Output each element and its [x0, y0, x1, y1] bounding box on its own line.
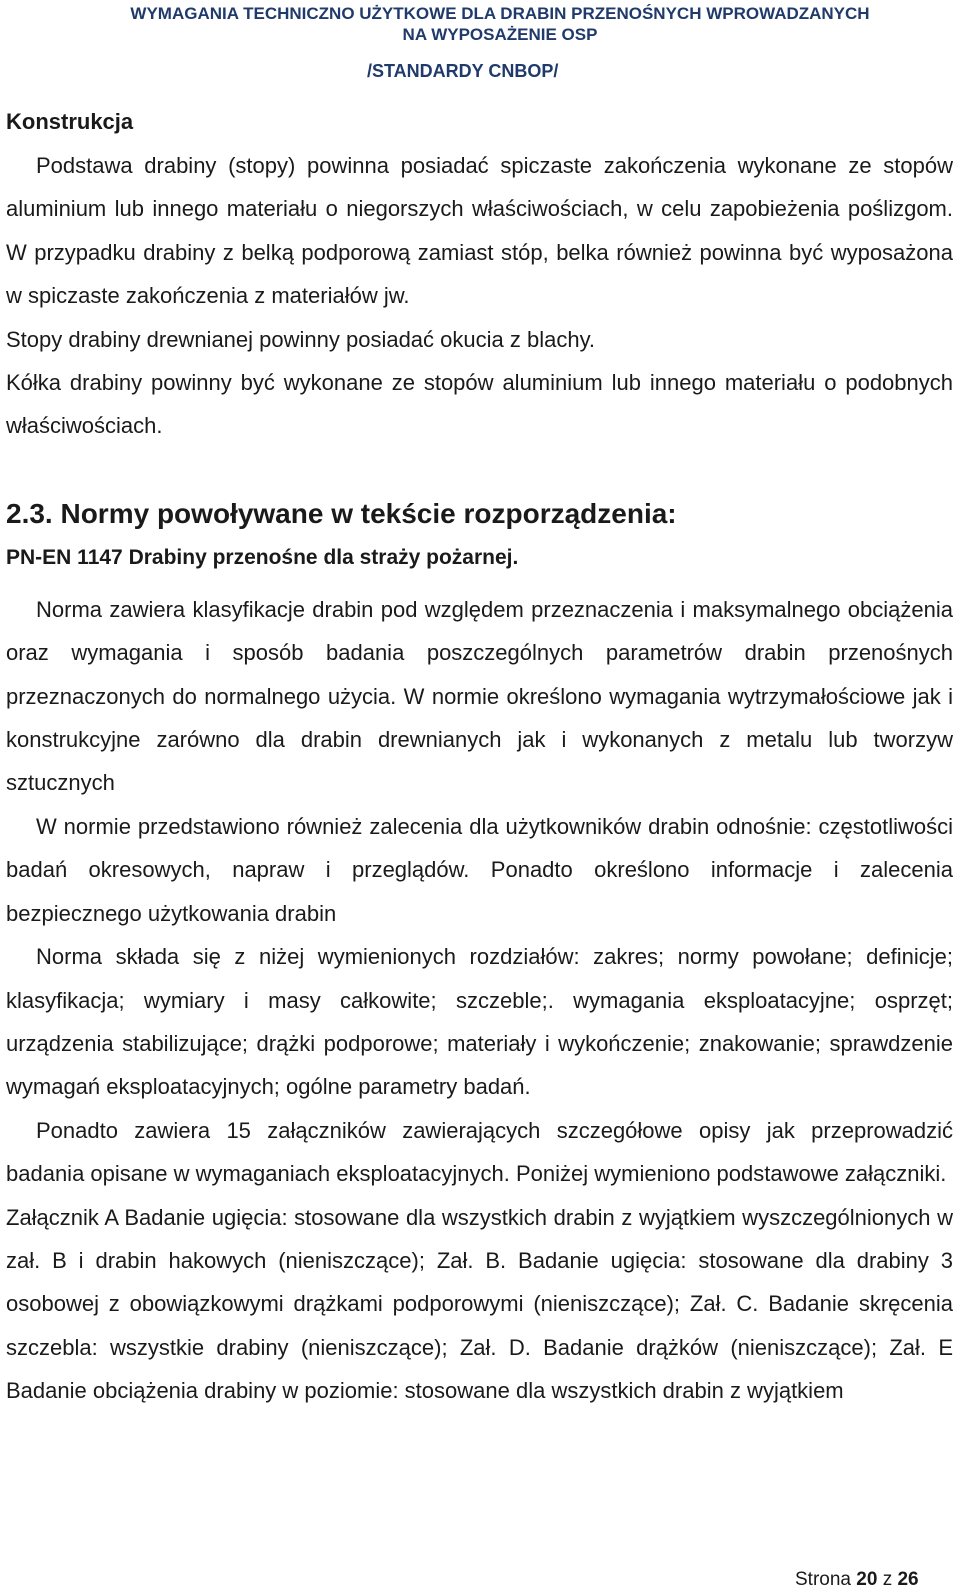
- header-title-line2: NA WYPOSAŻENIE OSP: [402, 25, 598, 44]
- standard-title: PN-EN 1147 Drabiny przenośne dla straży pożarnej.: [6, 545, 519, 569]
- page-current: 20: [856, 1569, 878, 1590]
- paragraph-normy-4: Ponadto zawiera 15 załączników zawierających szczegółowe opisy jak przeprowadzić badania opisane w wymaganiach eksploatacyjnych. Poniżej wymieniono podstawowe załączniki.: [6, 1117, 953, 1187]
- page-label: Strona: [795, 1569, 851, 1590]
- page-separator: z: [882, 1569, 893, 1590]
- header-title-line1: WYMAGANIA TECHNICZNO UŻYTKOWE DLA DRABIN PRZENOŚNYCH WPROWADZANYCH: [130, 4, 870, 23]
- paragraph-konstrukcja-3: Kółka drabiny powinny być wykonane ze stopów aluminium lub innego materiału o podobnych właściwościach.: [6, 370, 953, 439]
- page-number: [795, 1569, 919, 1591]
- header-subtitle: /STANDARDY CNBOP/: [367, 61, 559, 81]
- paragraph-normy-1: Norma zawiera klasyfikacje drabin pod względem przeznaczenia i maksymalnego obciążenia oraz wymagania i sposób badania poszczególnych parametrów drabin przenośnych przeznaczonych do normalnego użycia. W normie określono wymagania wytrzymałościowe jak i konstrukcyjne zarówno dla drabin drewnianych jak i wykonanych z metalu lub tworzyw sztucznych: [6, 596, 953, 796]
- section-heading-normy: 2.3. Normy powoływane w tekście rozporządzenia:: [6, 497, 677, 529]
- paragraph-normy-5: Załącznik A Badanie ugięcia: stosowane dla wszystkich drabin z wyjątkiem wyszczególnionych w zał. B i drabin hakowych (nieniszczące); Zał. B. Badanie ugięcia: stosowane dla drabiny 3 osobowej z obowiązkowymi drążkami podporowymi (nieniszczące); Zał. C. Badanie skręcenia szczebla: wszystkie drabiny (nieniszczące); Zał. D. Badanie drążków (nieniszczące); Zał. E Badanie obciążenia drabiny w poziomie: stosowane dla wszystkich drabin z wyjątkiem: [6, 1204, 953, 1404]
- paragraph-konstrukcja-1: Podstawa drabiny (stopy) powinna posiadać spiczaste zakończenia wykonane ze stopów aluminium lub innego materiału o niegorszych właściwościach, w celu zapobieżenia poślizgom. W przypadku drabiny z belką podporową zamiast stóp, belka również powinna być wyposażona w spiczaste zakończenia z materiałów jw.: [6, 153, 953, 309]
- paragraph-normy-2: W normie przedstawiono również zalecenia dla użytkowników drabin odnośnie: częstotliwości badań okresowych, napraw i przeglądów. Ponadto określono informacje i zalecenia bezpiecznego użytkowania drabin: [6, 813, 953, 926]
- paragraph-normy-3: Norma składa się z niżej wymienionych rozdziałów: zakres; normy powołane; definicje; klasyfikacja; wymiary i masy całkowite; szczeble;. wymagania eksploatacyjne; osprzęt; urządzenia stabilizujące; drążki podporowe; materiały i wykończenie; znakowanie; sprawdzenie wymagań eksploatacyjnych; ogólne parametry badań.: [6, 944, 953, 1100]
- document-body: [6, 100, 953, 1413]
- section-heading-konstrukcja: Konstrukcja: [6, 109, 134, 134]
- section-spacer: [6, 448, 953, 492]
- page-total: 26: [897, 1569, 919, 1590]
- paragraph-konstrukcja-2: Stopy drabiny drewnianej powinny posiadać okucia z blachy.: [6, 326, 596, 352]
